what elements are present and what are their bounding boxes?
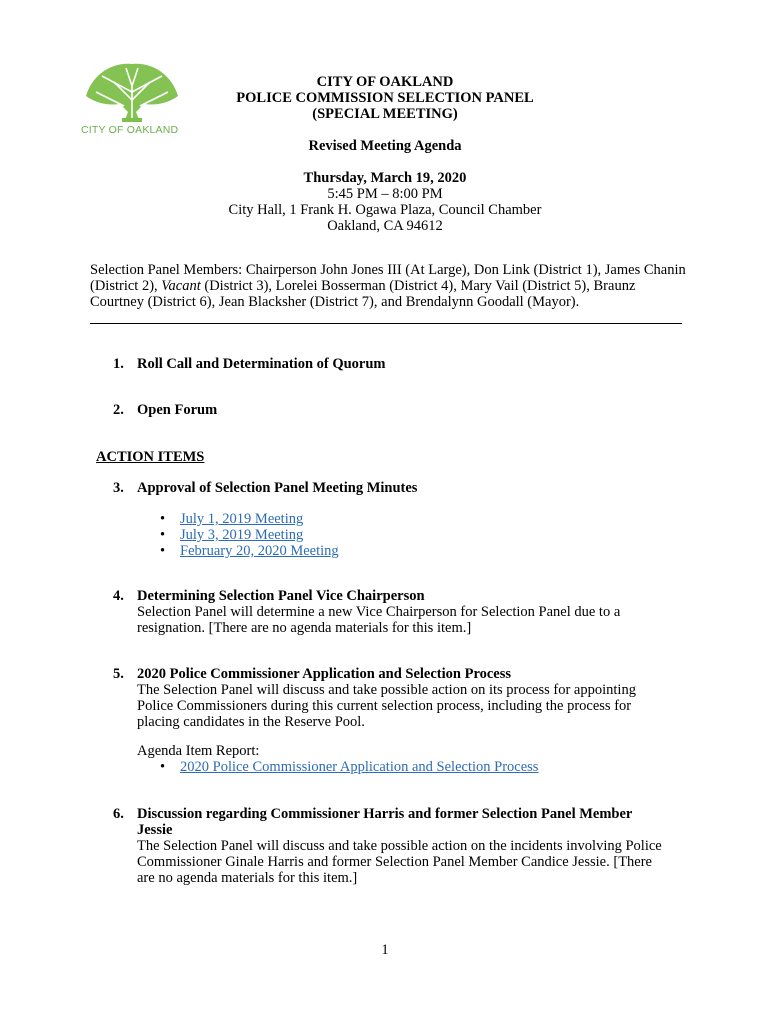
section-heading: ACTION ITEMS — [96, 449, 205, 465]
header-city: CITY OF OAKLAND — [316, 74, 454, 90]
logo-text: CITY OF OAKLAND — [81, 124, 179, 136]
item-number: 3. — [113, 480, 124, 496]
list-item — [160, 759, 538, 775]
link-application-process[interactable]: 2020 Police Commissioner Application and Selection Process — [180, 759, 539, 775]
link-july-1-meeting[interactable]: July 1, 2019 Meeting — [180, 511, 304, 527]
list-item — [160, 527, 339, 543]
link-july-3-meeting[interactable]: July 3, 2019 Meeting — [180, 527, 304, 543]
item-description: Selection Panel will determine a new Vice Chairperson for Selection Panel due to a resignation. [There are no agenda materials for this item.] — [137, 604, 621, 636]
item-title: Open Forum — [137, 402, 218, 418]
members-text-1: Selection Panel Members: Chairperson John Jones III (At Large), Don Link (District 1), James Chanin (District 2), — [90, 262, 686, 294]
agenda-header — [180, 74, 590, 234]
item-description: The Selection Panel will discuss and take possible action on its process for appointing Police Commissioners during this current selection process, including the process for placing candidates in the Reserve Pool. — [137, 682, 636, 730]
item-number: 6. — [113, 806, 124, 822]
link-feb-20-meeting[interactable]: February 20, 2020 Meeting — [180, 543, 339, 559]
agenda-report-label: Agenda Item Report: — [137, 743, 260, 759]
item-description: The Selection Panel will discuss and take possible action on the incidents involving Police Commissioner Ginale Harris and former Selection Panel Member Candice Jessie. [There are no agenda materials for this item.] — [137, 838, 662, 886]
header-panel: POLICE COMMISSION SELECTION PANEL — [236, 90, 534, 106]
header-location: City Hall, 1 Frank H. Ogawa Plaza, Council Chamber — [228, 202, 542, 218]
item-title: Discussion regarding Commissioner Harris and former Selection Panel Member — [137, 806, 633, 822]
item-title: Roll Call and Determination of Quorum — [137, 356, 386, 372]
header-date: Thursday, March 19, 2020 — [303, 170, 467, 186]
header-time: 5:45 PM – 8:00 PM — [327, 186, 443, 202]
item-number: 5. — [113, 666, 124, 682]
list-item — [160, 543, 339, 559]
header-subtitle: Revised Meeting Agenda — [308, 138, 462, 154]
members-text-2: (District 3), Lorelei Bosserman (District 4), Mary Vail (District 5), Braunz Courtney (District 6), Jean Blacksher (District 7), and Brendalynn Goodall (Mayor). — [90, 278, 636, 310]
header-city-zip: Oakland, CA 94612 — [327, 218, 443, 234]
item-title: Approval of Selection Panel Meeting Minutes — [137, 480, 418, 496]
item-title: Determining Selection Panel Vice Chairperson — [137, 588, 425, 604]
list-item — [160, 511, 339, 527]
members-vacant: Vacant — [161, 278, 201, 294]
item-title: 2020 Police Commissioner Application and Selection Process — [137, 666, 512, 682]
divider — [90, 323, 682, 324]
page-number: 1 — [381, 942, 389, 958]
item-number: 4. — [113, 588, 124, 604]
panel-members — [90, 262, 690, 310]
minutes-links — [160, 511, 339, 559]
header-special: (SPECIAL MEETING) — [312, 106, 458, 122]
report-links — [160, 759, 538, 775]
item-number: 1. — [113, 356, 124, 372]
item-number: 2. — [113, 402, 124, 418]
item-title-continued: Jessie — [137, 822, 173, 838]
